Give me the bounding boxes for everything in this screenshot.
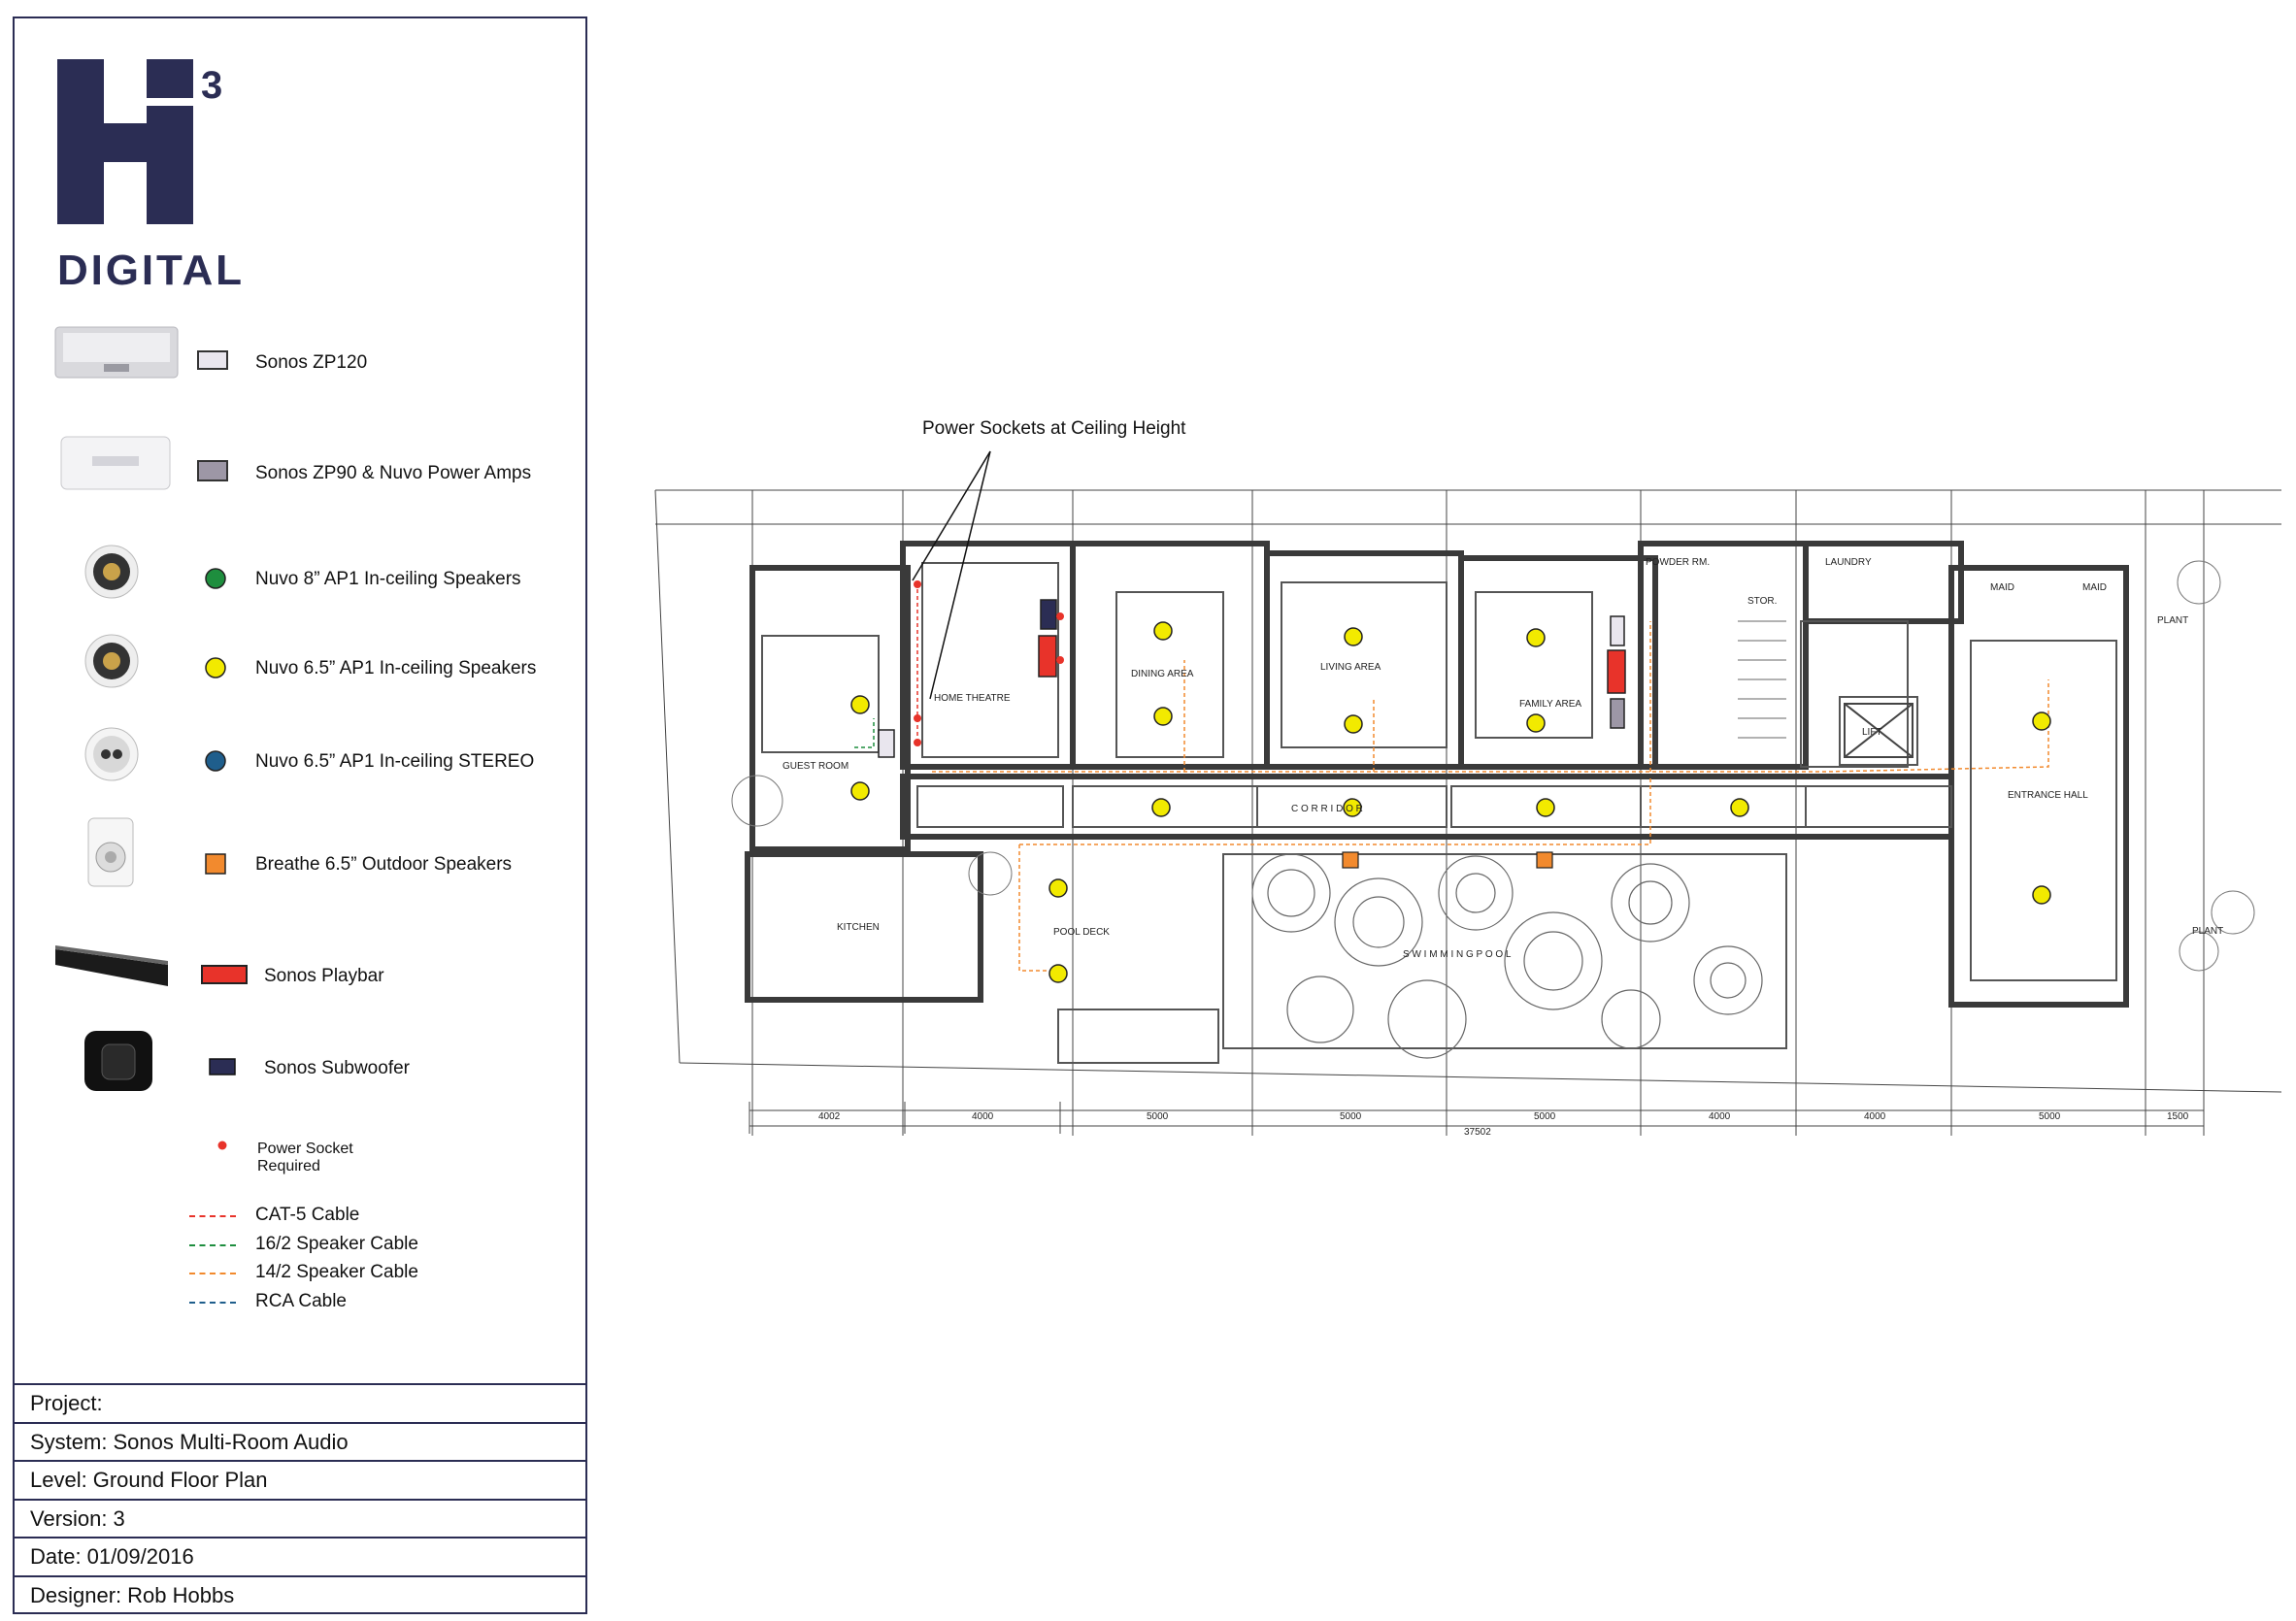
legend-label: Sonos ZP90 & Nuvo Power Amps [255, 463, 532, 483]
info-value: 01/09/2016 [86, 1544, 194, 1569]
speaker-cable-runs [932, 621, 2048, 971]
info-value: Sonos Multi-Room Audio [113, 1430, 349, 1454]
dimension-label: 4000 [972, 1111, 994, 1122]
dimension-label: 5000 [1340, 1111, 1362, 1122]
cable-line [189, 1215, 236, 1217]
16-2-cable-runs [854, 718, 874, 747]
subwoofer-device-icon [81, 1023, 158, 1101]
cable-14-2 [189, 1262, 539, 1285]
room-label: STOR. [1747, 596, 1778, 607]
legend-item-power-socket [15, 1135, 587, 1183]
floor-plan [631, 408, 2281, 1165]
cable-label: CAT-5 Cable [255, 1205, 360, 1225]
dimension-label: 4000 [1864, 1111, 1886, 1122]
yellow-circle-icon [203, 655, 228, 680]
legend-item-zp120 [15, 319, 587, 387]
legend-label: Nuvo 8” AP1 In-ceiling Speakers [255, 569, 521, 589]
info-key: Project: [30, 1391, 103, 1415]
building-walls [748, 544, 2126, 1005]
red-bar-icon [201, 965, 250, 986]
cable-label: 16/2 Speaker Cable [255, 1234, 418, 1254]
info-value: Ground Floor Plan [92, 1468, 268, 1492]
outdoor-speaker-icon [83, 814, 141, 892]
room-label: PLANT [2192, 926, 2224, 937]
playbar-device-icon [53, 936, 180, 994]
dimension-label: 5000 [1147, 1111, 1169, 1122]
room-label: S W I M M I N G P O O L [1403, 949, 1512, 960]
cable-rca [189, 1291, 539, 1314]
dimension-label: 4002 [818, 1111, 841, 1122]
room-label: LIFT [1862, 727, 1882, 738]
room-label: MAID [1990, 582, 2014, 593]
legend-label: Sonos ZP120 [255, 352, 368, 373]
legend-item-stereo-speakers [15, 725, 587, 793]
legend-label: Breathe 6.5” Outdoor Speakers [255, 854, 513, 875]
info-value: 3 [113, 1506, 125, 1531]
cable-line [189, 1244, 236, 1246]
legend-label: Sonos Subwoofer [264, 1058, 410, 1078]
inner-walls [762, 563, 2116, 1063]
sonos-zp90-device-icon [53, 431, 180, 499]
room-label: GUEST ROOM [782, 761, 849, 772]
room-label: PLANT [2157, 615, 2189, 626]
zp120-symbol-icon [197, 350, 228, 370]
cable-label: RCA Cable [255, 1291, 347, 1311]
room-labels [782, 557, 2223, 960]
info-value: Rob Hobbs [127, 1583, 235, 1607]
legend-item-outdoor-speakers [15, 814, 587, 892]
legend-item-8in-speakers [15, 543, 587, 611]
info-date [15, 1537, 585, 1573]
red-dot-icon [216, 1139, 229, 1152]
info-key: System: [30, 1430, 108, 1454]
legend-label: Sonos Playbar [264, 966, 384, 986]
total-dimension-label: 37502 [1464, 1127, 1491, 1138]
dimension-label: 4000 [1709, 1111, 1731, 1122]
green-circle-icon [203, 566, 228, 591]
legend-item-playbar [15, 936, 587, 1004]
info-level [15, 1460, 585, 1497]
info-key: Version: [30, 1506, 108, 1531]
room-label: ENTRANCE HALL [2008, 790, 2088, 801]
legend-label: Nuvo 6.5” AP1 In-ceiling Speakers [255, 658, 537, 678]
room-label: POWDER RM. [1646, 557, 1711, 568]
room-label: LAUNDRY [1825, 557, 1872, 568]
legend-panel [13, 17, 587, 1614]
room-label: MAID [2082, 582, 2107, 593]
blue-circle-icon [203, 748, 228, 774]
info-key: Level: [30, 1468, 87, 1492]
legend-label: Power Socket Required [257, 1141, 353, 1174]
info-system [15, 1422, 585, 1459]
dimension-label: 1500 [2167, 1111, 2189, 1122]
cable-label: 14/2 Speaker Cable [255, 1262, 418, 1282]
navy-rect-icon [209, 1058, 238, 1077]
zp90-symbol-icon [197, 460, 228, 481]
power-sockets-callout: Power Sockets at Ceiling Height [922, 418, 1186, 439]
legend-item-subwoofer [15, 1023, 587, 1101]
callout-arrows [913, 451, 990, 699]
logo-superscript: 3 [201, 64, 223, 107]
dimension-labels [818, 1111, 2189, 1138]
plan-linework [655, 490, 2281, 1136]
room-label: KITCHEN [837, 922, 880, 933]
in-ceiling-speaker-icon [83, 543, 141, 601]
room-label: C O R R I D O R [1291, 804, 1363, 814]
in-ceiling-speaker-icon [83, 632, 141, 690]
room-label: DINING AREA [1131, 669, 1194, 679]
logo-word: DIGITAL [57, 247, 242, 292]
info-project [15, 1383, 585, 1420]
room-label: HOME THEATRE [934, 693, 1011, 704]
info-designer [15, 1575, 585, 1612]
orange-square-icon [203, 851, 228, 877]
cable-cat5 [189, 1205, 539, 1228]
info-key: Date: [30, 1544, 82, 1569]
dimension-label: 5000 [1534, 1111, 1556, 1122]
info-version [15, 1499, 585, 1536]
info-key: Designer: [30, 1583, 122, 1607]
h3-digital-logo [57, 59, 251, 292]
dimension-label: 5000 [2039, 1111, 2061, 1122]
cable-16-2 [189, 1234, 539, 1257]
legend-item-6in-speakers [15, 632, 587, 700]
room-label: LIVING AREA [1320, 662, 1381, 673]
legend-label: Nuvo 6.5” AP1 In-ceiling STEREO [255, 751, 535, 772]
cable-line [189, 1273, 236, 1274]
legend-item-zp90 [15, 431, 587, 499]
stereo-ceiling-speaker-icon [83, 725, 141, 783]
sonos-zp120-device-icon [53, 319, 180, 387]
room-label: POOL DECK [1053, 927, 1110, 938]
room-label: FAMILY AREA [1519, 699, 1582, 710]
cable-line [189, 1302, 236, 1304]
stair [1738, 621, 1786, 738]
